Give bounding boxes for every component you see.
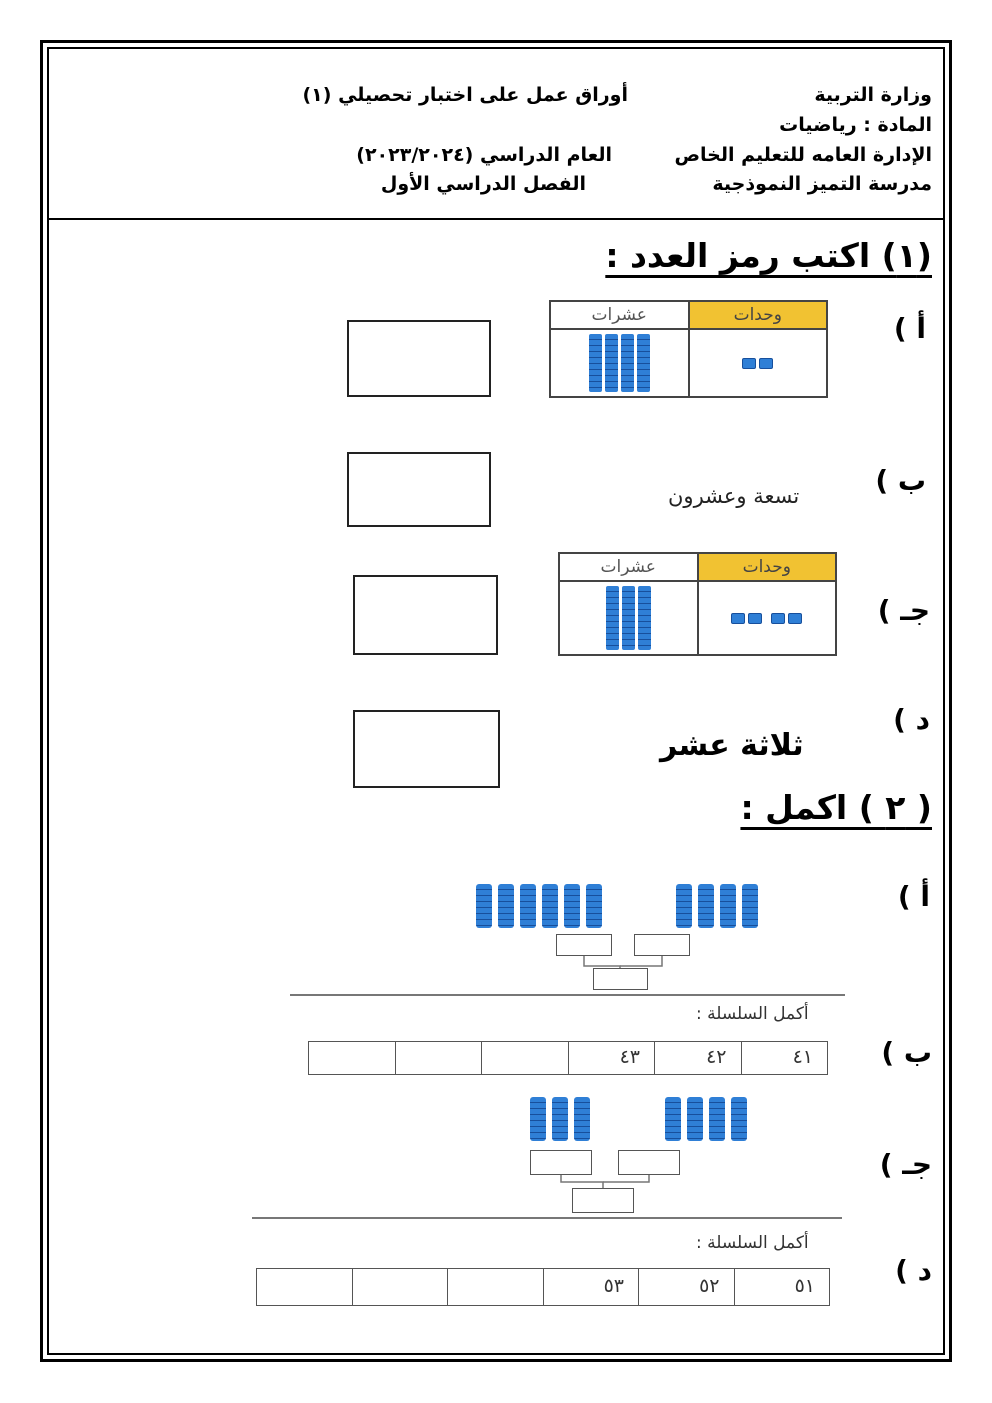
series-cell: ٤٣ bbox=[568, 1042, 655, 1074]
ten-rod bbox=[687, 1097, 703, 1141]
unit-cube bbox=[742, 358, 756, 369]
ten-rod bbox=[731, 1097, 747, 1141]
ten-rod bbox=[589, 334, 602, 392]
q2-item-d-label: د ) bbox=[895, 1254, 932, 1287]
ten-rod bbox=[606, 586, 619, 650]
answer-box-q1-b[interactable] bbox=[347, 452, 491, 527]
place-value-table-c bbox=[558, 552, 837, 656]
ten-rod bbox=[564, 884, 580, 928]
units-column bbox=[690, 302, 827, 396]
answer-box-q2-a-left[interactable] bbox=[556, 934, 612, 956]
answer-box-q2-c-right[interactable] bbox=[618, 1150, 680, 1175]
question-1-title: (١) اكتب رمز العدد : bbox=[605, 236, 932, 275]
series-blank-cell[interactable] bbox=[309, 1042, 395, 1074]
series-blank-cell[interactable] bbox=[395, 1042, 482, 1074]
unit-cube bbox=[759, 358, 773, 369]
ten-rod bbox=[742, 884, 758, 928]
unit-cube bbox=[748, 613, 762, 624]
ten-rod bbox=[530, 1097, 546, 1141]
rods-group-left-a bbox=[476, 884, 602, 928]
q1-item-a-label: أ ) bbox=[893, 312, 926, 345]
units-header: وحدات bbox=[690, 302, 827, 330]
answer-box-q2-a-right[interactable] bbox=[634, 934, 690, 956]
unit-cube bbox=[788, 613, 802, 624]
ten-rod bbox=[720, 884, 736, 928]
q2-item-a-label: أ ) bbox=[897, 880, 930, 913]
divider-line bbox=[252, 1217, 842, 1219]
q1-item-d-label: د ) bbox=[893, 703, 930, 736]
ten-rod bbox=[586, 884, 602, 928]
answer-box-q1-a[interactable] bbox=[347, 320, 491, 397]
ten-rod bbox=[637, 334, 650, 392]
subject-line: المادة : رياضيات bbox=[779, 114, 932, 136]
ten-rod bbox=[621, 334, 634, 392]
tens-rods bbox=[560, 582, 697, 654]
series-cell: ٥٣ bbox=[543, 1269, 639, 1305]
series-blank-cell[interactable] bbox=[447, 1269, 543, 1305]
number-word-b: تسعة وعشرون bbox=[668, 484, 800, 508]
answer-box-q1-d[interactable] bbox=[353, 710, 500, 788]
series-blank-cell[interactable] bbox=[481, 1042, 568, 1074]
answer-box-q2-c-left[interactable] bbox=[530, 1150, 592, 1175]
question-2-title: ( ٢ ) اكمل : bbox=[740, 788, 932, 827]
ten-rod bbox=[698, 884, 714, 928]
q1-item-b-label: ب ) bbox=[875, 464, 926, 497]
ten-rod bbox=[709, 1097, 725, 1141]
ten-rod bbox=[605, 334, 618, 392]
ten-rod bbox=[665, 1097, 681, 1141]
semester: الفصل الدراسي الأول bbox=[380, 173, 586, 195]
rods-group-left-c bbox=[530, 1097, 590, 1141]
answer-box-q2-c-total[interactable] bbox=[572, 1188, 634, 1213]
number-word-d: ثلاثة عشر bbox=[660, 728, 804, 763]
ten-rod bbox=[676, 884, 692, 928]
answer-box-q1-c[interactable] bbox=[353, 575, 498, 655]
tens-header: عشرات bbox=[551, 302, 688, 330]
series-cell: ٤١ bbox=[741, 1042, 828, 1074]
q1-item-c-label: جـ ) bbox=[877, 594, 930, 627]
ten-rod bbox=[638, 586, 651, 650]
place-value-table-a bbox=[549, 300, 828, 398]
series-cell: ٥٢ bbox=[638, 1269, 734, 1305]
units-header: وحدات bbox=[699, 554, 836, 582]
series-caption-d: أكمل السلسلة : bbox=[696, 1233, 809, 1253]
ten-rod bbox=[498, 884, 514, 928]
q2-item-b-label: ب ) bbox=[881, 1036, 932, 1069]
unit-cube bbox=[731, 613, 745, 624]
academic-year: العام الدراسي (٢٠٢٣/٢٠٢٤) bbox=[356, 144, 612, 166]
ministry-name: وزارة التربية bbox=[814, 84, 932, 106]
number-series-d bbox=[256, 1268, 830, 1306]
ten-rod bbox=[520, 884, 536, 928]
ten-rod bbox=[476, 884, 492, 928]
divider-line bbox=[290, 994, 845, 996]
rods-group-right-c bbox=[665, 1097, 747, 1141]
tens-header: عشرات bbox=[560, 554, 697, 582]
unit-cube bbox=[771, 613, 785, 624]
series-cell: ٤٢ bbox=[654, 1042, 741, 1074]
rods-group-right-a bbox=[676, 884, 758, 928]
ten-rod bbox=[574, 1097, 590, 1141]
answer-box-q2-a-total[interactable] bbox=[593, 968, 648, 990]
series-blank-cell[interactable] bbox=[352, 1269, 448, 1305]
tens-rods bbox=[551, 330, 688, 396]
ten-rod bbox=[622, 586, 635, 650]
series-caption-b: أكمل السلسلة : bbox=[696, 1004, 809, 1024]
directorate-name: الإدارة العامه للتعليم الخاص bbox=[674, 144, 932, 166]
number-series-b bbox=[308, 1041, 828, 1075]
q2-item-c-label: جـ ) bbox=[879, 1148, 932, 1181]
worksheet-title: أوراق عمل على اختبار تحصيلي (١) bbox=[302, 84, 628, 106]
units-cubes bbox=[699, 582, 836, 654]
ten-rod bbox=[552, 1097, 568, 1141]
tens-column bbox=[560, 554, 699, 654]
units-cubes bbox=[690, 330, 827, 396]
ten-rod bbox=[542, 884, 558, 928]
units-column bbox=[699, 554, 836, 654]
series-blank-cell[interactable] bbox=[257, 1269, 352, 1305]
tens-column bbox=[551, 302, 690, 396]
school-name: مدرسة التميز النموذجية bbox=[712, 173, 932, 195]
header-separator bbox=[47, 218, 945, 220]
series-cell: ٥١ bbox=[734, 1269, 830, 1305]
